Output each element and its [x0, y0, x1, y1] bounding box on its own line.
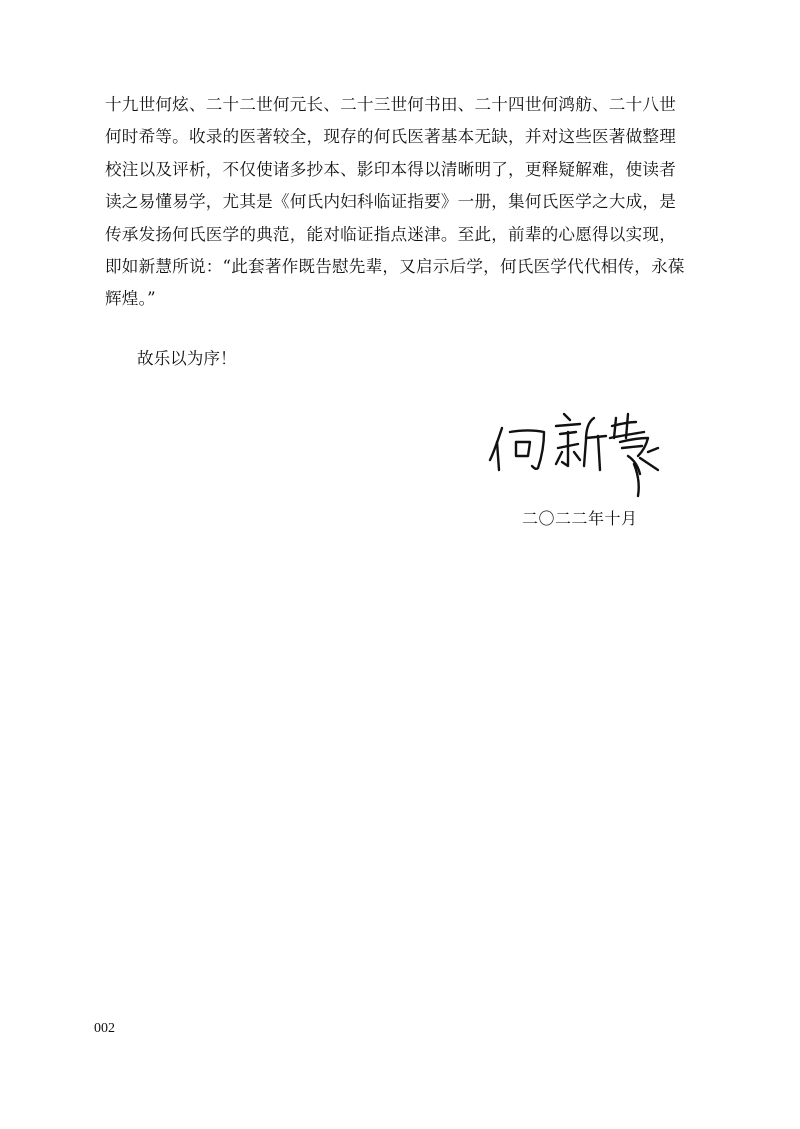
paragraph-line: 何时希等。收录的医著较全，现存的何氏医著基本无缺，并对这些医著做整理	[105, 127, 676, 147]
paragraph-line: 传承发扬何氏医学的典范，能对临证指点迷津。至此，前辈的心愿得以实现，	[105, 224, 676, 244]
date-line: 二〇二二年十月	[522, 509, 638, 528]
paragraph-line: 校注以及评析，不仅使诸多抄本、影印本得以清晰明了，更释疑解难，使读者	[105, 159, 676, 179]
page-number: 002	[94, 1021, 115, 1036]
paragraph-line: 十九世何炫、二十二世何元长、二十三世何书田、二十四世何鸿舫、二十八世	[105, 95, 676, 114]
paragraph-line: 读之易懂易学，尤其是《何氏内妇科临证指要》一册，集何氏医学之大成，是	[105, 192, 676, 212]
handwritten-signature	[488, 408, 668, 500]
paragraph-line: 即如新慧所说：“此套著作既告慰先辈，又启示后学，何氏医学代代相传，永葆	[105, 257, 685, 277]
closing-line: 故乐以为序！	[137, 349, 237, 368]
paragraph-line: 辉煌。”	[105, 289, 156, 309]
preface-paragraph	[105, 89, 685, 316]
